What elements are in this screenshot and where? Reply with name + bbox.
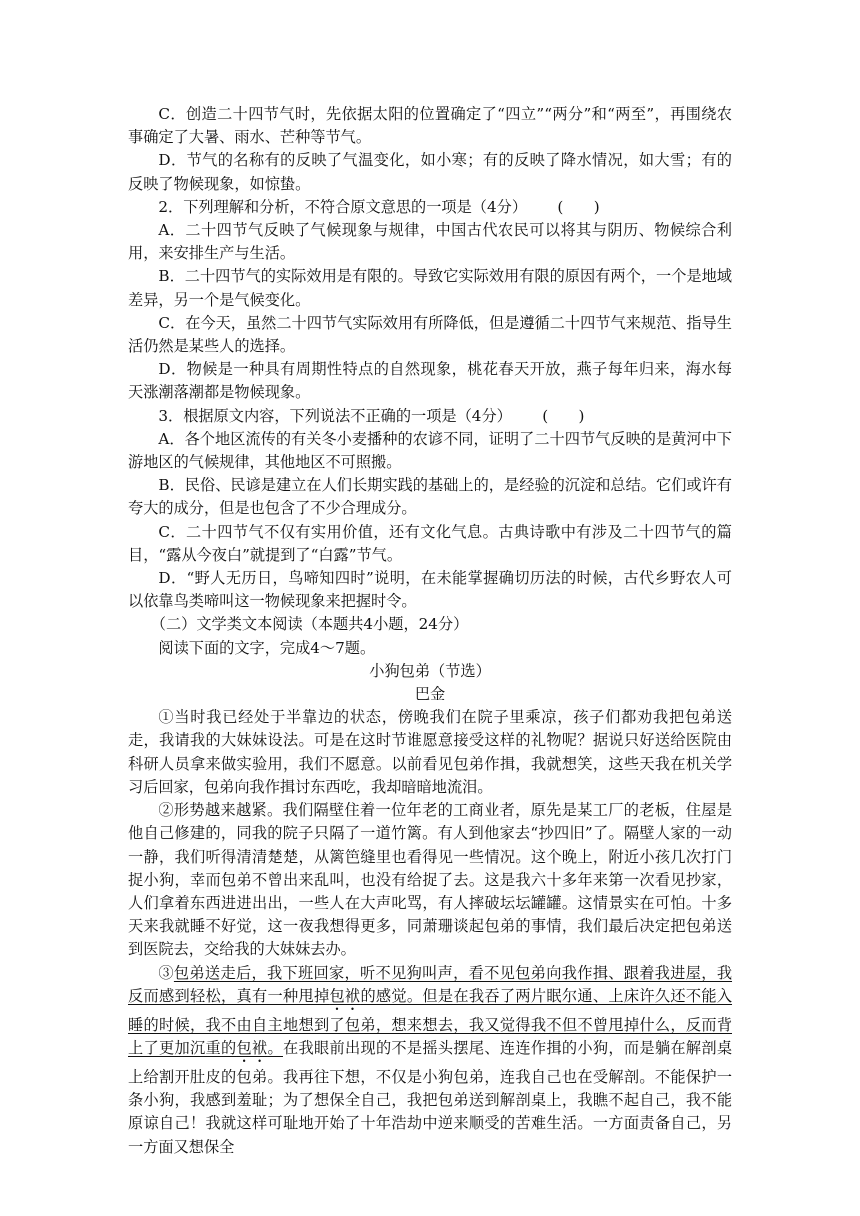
passage-paragraph-1: ①当时我已经处于半靠边的状态，傍晚我们在院子里乘凉，孩子们都劝我把包弟送走，我请我的大妹妹设法。可是在这时节谁愿意接受这样的礼物呢？据说只好送给医院由科研人员拿来做实验用，我们不愿意。以前看见包弟作揖，我就想笑，这些天我在机关学习后回家，包弟向我作揖讨东西吃，我却暗暗地流泪。: [128, 708, 732, 796]
q2-option-b: B．二十四节气的实际效用是有限的。导致它实际效用有限的原因有两个，一个是地域差异，另一个是气候变化。: [128, 267, 732, 309]
paragraph-rest: 在我眼前出现的不是摇头摆尾、连连作揖的小狗，而是躺在解剖桌上给割开肚皮的包弟。我再往下想，不仅是小狗包弟，连我自己也在受解剖。不能保护一条小狗，我感到羞耻；为了想保全自己，我把包弟送到解剖桌上，我瞧不起自己，我不能原谅自己！我就这样可耻地开始了十年浩劫中逆来顺受的苦难生活。一方面责备自己，另一方面又想保全: [128, 1038, 733, 1156]
q3-option-b: B．民俗、民谚是建立在人们长期实践的基础上的，是经验的沉淀和总结。它们或许有夸大的成分，但是也包含了不少合理成分。: [128, 476, 732, 518]
q1-option-c: C．创造二十四节气时，先依据太阳的位置确定了“四立”“两分”和“两至”，再围绕农事确定了大暑、雨水、芒种等节气。: [128, 105, 732, 147]
q3-option-a: A．各个地区流传的有关冬小麦播种的农谚不同，证明了二十四节气反映的是黄河中下游地区的气候规律，其他地区不可照搬。: [128, 429, 732, 472]
q3-stem: [128, 405, 732, 428]
underlined-text-3: 。: [267, 1038, 283, 1057]
q3-stem-text: 3．根据原文内容，下列说法不正确的一项是（4分）: [158, 406, 512, 425]
section-instruction: 阅读下面的文字，完成4～7题。: [158, 638, 376, 657]
dotted-word-1: 包袱: [329, 986, 361, 1005]
q2-stem-text: 2．下列理解和分析，不符合原文意思的一项是（4分）: [158, 197, 528, 216]
q2-answer-paren: ( ): [557, 197, 600, 216]
paragraph-number: ③: [158, 963, 174, 982]
q3-option-d: D．“野人无历日，鸟啼知四时”说明，在未能掌握确切历法的时候，古代乡野农人可以依靠鸟类啼叫这一物候现象来把握时令。: [128, 569, 732, 611]
document-page: [128, 103, 732, 1159]
q3-answer-paren: ( ): [542, 406, 585, 425]
passage-title: 小狗包弟（节选）: [369, 661, 491, 680]
passage-author: 巴金: [414, 685, 446, 704]
dotted-word-2: 包袱: [236, 1038, 268, 1057]
q2-option-c: C．在今天，虽然二十四节气实际效用有所降低，但是遵循二十四节气来规范、指导生活仍然是某些人的选择。: [128, 313, 732, 356]
underlined-text-1: 包弟送走后，我下班回家，听不见狗叫声，看不见包弟向我作揖、跟着我进屋，我反而感到轻松，真有一种甩掉: [128, 963, 733, 1005]
q2-option-d: D．物候是一种具有周期性特点的自然现象，桃花春天开放，燕子每年归来，海水每天涨潮落潮都是物候现象。: [128, 360, 732, 402]
section-heading: （二）文学类文本阅读（本题共4小题，24分）: [150, 615, 469, 634]
q1-option-d: D．节气的名称有的反映了气温变化，如小寒；有的反映了降水情况，如大雪；有的反映了物候现象，如惊蛰。: [128, 151, 732, 193]
passage-paragraph-2: ②形势越来越紧。我们隔壁住着一位年老的工商业者，原先是某工厂的老板，住屋是他自己修建的，同我的院子只隔了一道竹篱。有人到他家去“抄四旧”了。隔壁人家的一动一静，我们听得清清楚楚，从篱笆缝里也看得见一些情况。这个晚上，附近小孩几次打门捉小狗，幸而包弟不曾出来乱叫，也没有给捉了去。这是我六十多年来第一次看见抄家，人们拿着东西进进出出，一些人在大声叱骂，有人摔破坛坛罐罐。这情景实在可怕。十多天来我就睡不好觉，这一夜我想得更多，同萧珊谈起包弟的事情，我们最后决定把包弟送到医院去，交给我的大妹妹去办。: [128, 801, 732, 959]
passage-paragraph-3: [128, 962, 732, 1159]
q2-option-a: A．二十四节气反映了气候现象与规律，中国古代农民可以将其与阴历、物候综合利用，来安排生产与生活。: [128, 221, 732, 263]
q3-option-c: C．二十四节气不仅有实用价值，还有文化气息。古典诗歌中有涉及二十四节气的篇目，“露从今夜白”就提到了“白露”节气。: [128, 522, 732, 564]
q2-stem: [128, 196, 732, 219]
underlined-text-2: 的感觉。但是在我吞了两片眠尔通、上床许久还不能入睡的时候，我不由自主地想到了包弟，想来想去，我又觉得我不但不曾甩掉什么，反而背上了更加沉重的: [128, 986, 733, 1057]
